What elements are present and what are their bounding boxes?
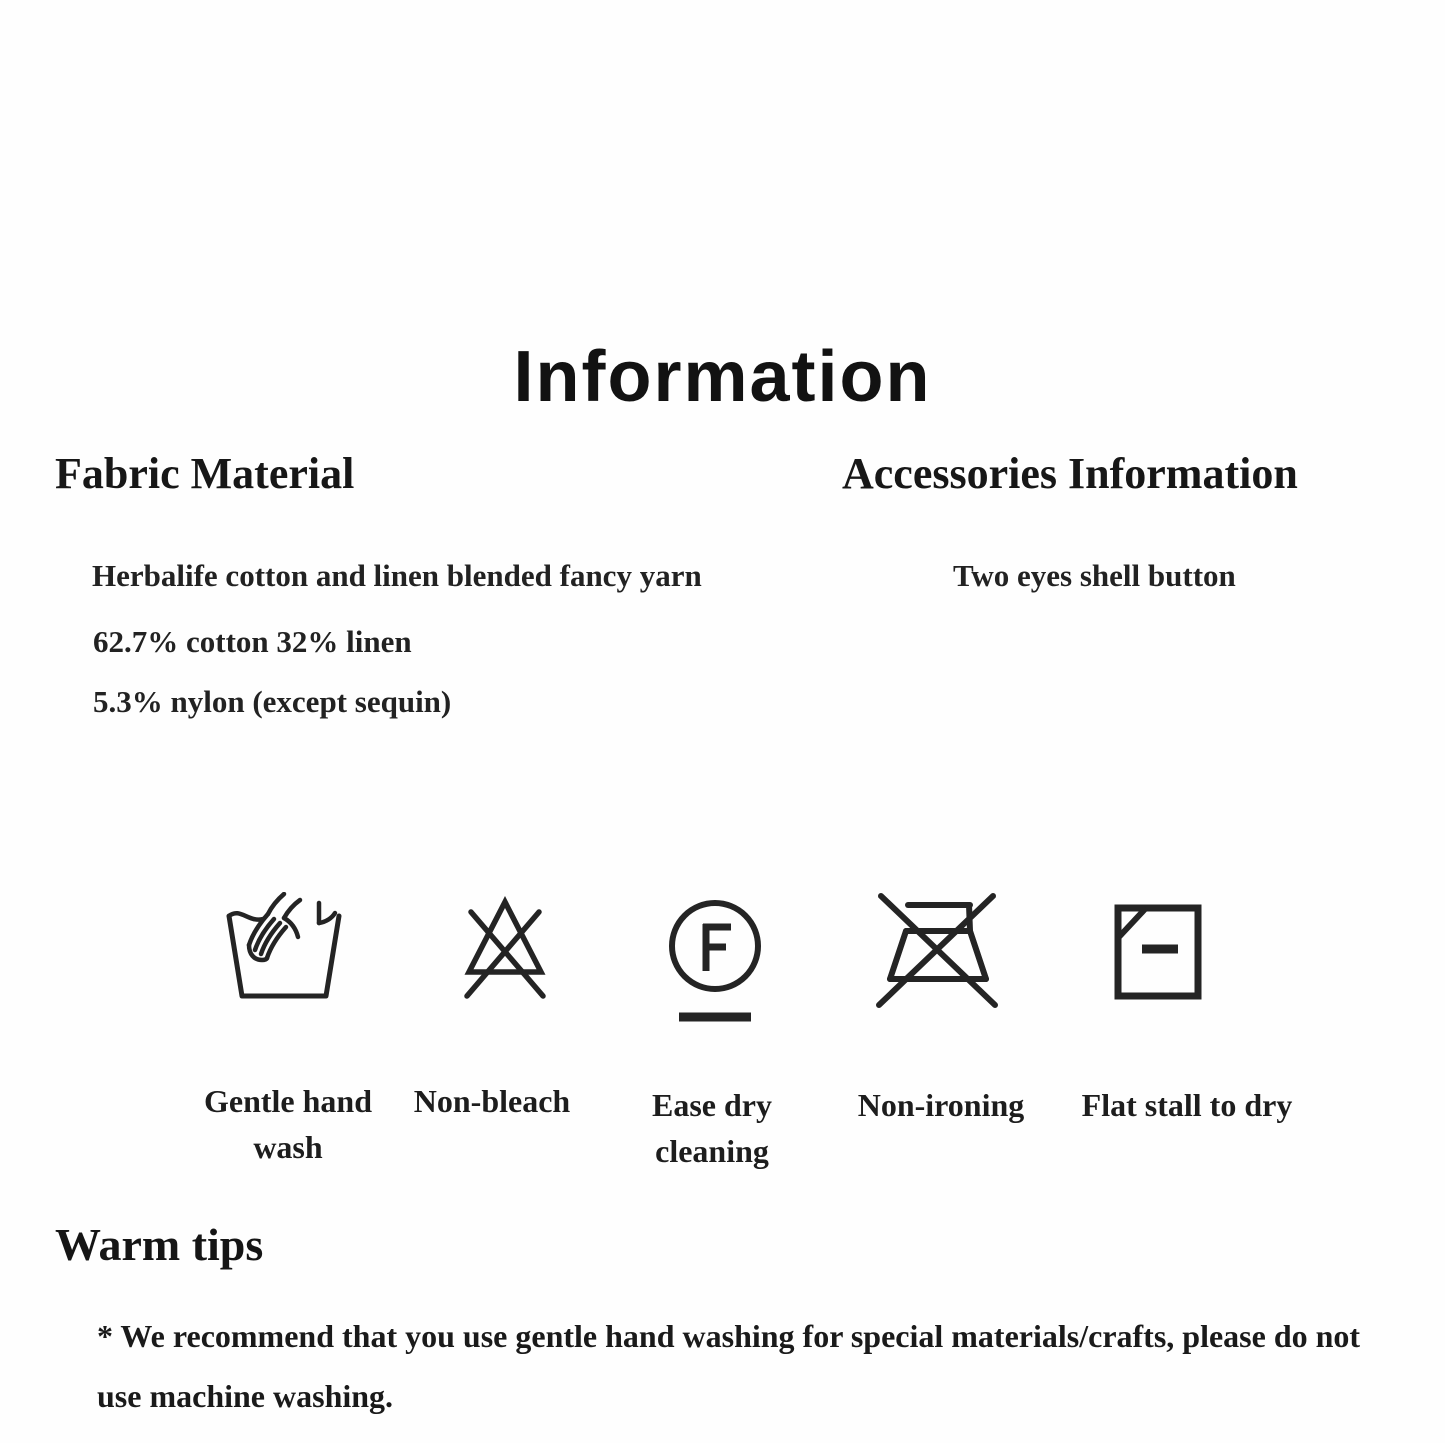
flat-dry-icon	[1106, 900, 1204, 1002]
care-label-ease-dry-cleaning: Ease dry cleaning	[652, 1087, 772, 1169]
accessories-information-heading: Accessories Information	[842, 449, 1298, 498]
dry-clean-f-icon	[665, 898, 765, 1024]
care-label-non-bleach: Non-bleach	[413, 1083, 571, 1119]
hand-wash-icon	[222, 892, 347, 1004]
fabric-line: Herbalife cotton and linen blended fancy yarn	[92, 558, 702, 593]
accessories-line: Two eyes shell button	[953, 558, 1236, 593]
fabric-material-heading: Fabric Material	[55, 449, 355, 498]
care-label-flat-stall-to-dry: Flat stall to dry	[1081, 1087, 1293, 1123]
care-label-gentle-hand-wash: Gentle hand wash	[203, 1083, 373, 1165]
warm-tips-text: * We recommend that you use gentle hand washing for special materials/crafts, please do not use machine washing.	[97, 1318, 1361, 1414]
care-label-non-ironing: Non-ironing	[857, 1087, 1025, 1123]
fabric-line: 62.7% cotton 32% linen	[93, 624, 412, 659]
page-title: Information	[513, 337, 932, 417]
non-ironing-icon	[876, 893, 1000, 1009]
warm-tips-heading: Warm tips	[55, 1219, 264, 1270]
fabric-line: 5.3% nylon (except sequin)	[93, 684, 452, 719]
non-bleach-icon	[455, 896, 555, 1000]
